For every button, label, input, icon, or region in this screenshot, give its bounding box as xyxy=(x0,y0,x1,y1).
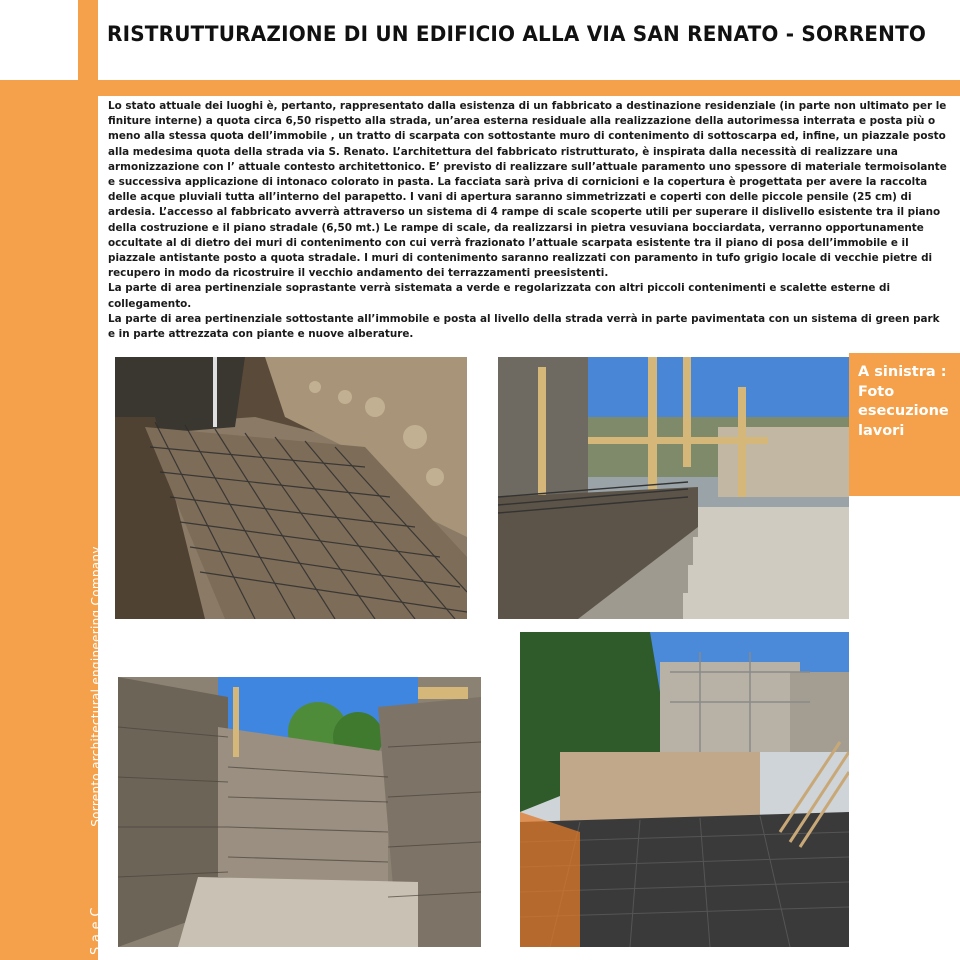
paragraph-1: Lo stato attuale dei luoghi è, pertanto, rappresentato dalla esistenza di un fabbricato a destinazione residenziale (in parte non ultimato per le finiture interne) a quota circa 6,50 rispetto alla strada, un’area esterna residuale alla realizzazione della autorimessa interrata e posta più o meno alla stessa quota dell’immobile , un tratto di scarpata con sottostante muro di contenimento di sottoscarpa ed, infine, un piazzale posto alla medesima quota della strada via S. Renato. L’architettura del fabbricato ristrutturato, è inspirata dalla necessità di realizzare una armonizzazione con l’ attuale contesto architettonico. E’ previsto di realizzare sull’attuale paramento uno spessore di materiale termoisolante e successiva applicazione di intonaco colorato in pasta. La facciata sarà priva di cornicioni e la copertura è progettata per avere la raccolta delle acque pluviali tutta all’interno del parapetto. I vani di apertura saranno simmetrizzati e coperti con delle piccole pensile (25 cm) di ardesia. L’accesso al fabbricato avverrà attraverso un sistema di 4 rampe di scale scoperte utili per superare il dislivello esistente tra il piano della costruzione e il piano stradale (6,50 mt.) Le rampe di scale, da realizzarsi in pietra vesuviana bocciardata, verranno opportunamente occultate al di dietro dei muri di contenimento con cui verrà frazionato l’attuale scarpata esistente tra il piano di posa dell’immobile e il piazzale antistante posto a quota stradale. I muri di contenimento saranno realizzati con paramento in tufo grigio locale di vecchie pietre di recupero in modo da ricostruire il vecchio andamento dei terrazzamenti preesistenti. xyxy=(108,100,947,280)
header-orange-bar xyxy=(0,80,960,96)
photo-caption xyxy=(849,353,960,496)
caption-line-4: lavori xyxy=(858,422,905,439)
caption-line-2: Foto xyxy=(858,383,895,400)
caption-line-3: esecuzione xyxy=(858,403,949,419)
paragraph-2: La parte di area pertinenziale soprastante verrà sistemata a verde e regolarizzata con altri piccoli contenimenti e scalette esterne di collegamento. xyxy=(108,282,891,310)
photo-tuff-walls xyxy=(118,677,481,947)
paragraph-3: La parte di area pertinenziale sottostante all’immobile e posta al livello della strada verrà in parte pavimentata con un sistema di green park e in parte attrezzata con piante e nuove alberature. xyxy=(108,312,940,341)
description-text xyxy=(108,99,950,342)
top-left-corner xyxy=(0,0,78,80)
caption-line-1: A sinistra : xyxy=(858,364,947,380)
company-name: Sorrento architectural engineering Company xyxy=(89,546,103,827)
photo-rebar-foundation xyxy=(115,357,467,619)
photo-stairs-formwork xyxy=(498,357,849,619)
page-title: RISTRUTTURAZIONE DI UN EDIFICIO ALLA VIA SAN RENATO - SORRENTO xyxy=(107,22,927,47)
photo-green-park-paving xyxy=(520,632,849,947)
company-abbreviation: S.a.e.C. xyxy=(89,902,104,955)
sidebar-orange-bar xyxy=(0,0,98,960)
sidebar-vertical-text xyxy=(89,546,104,955)
